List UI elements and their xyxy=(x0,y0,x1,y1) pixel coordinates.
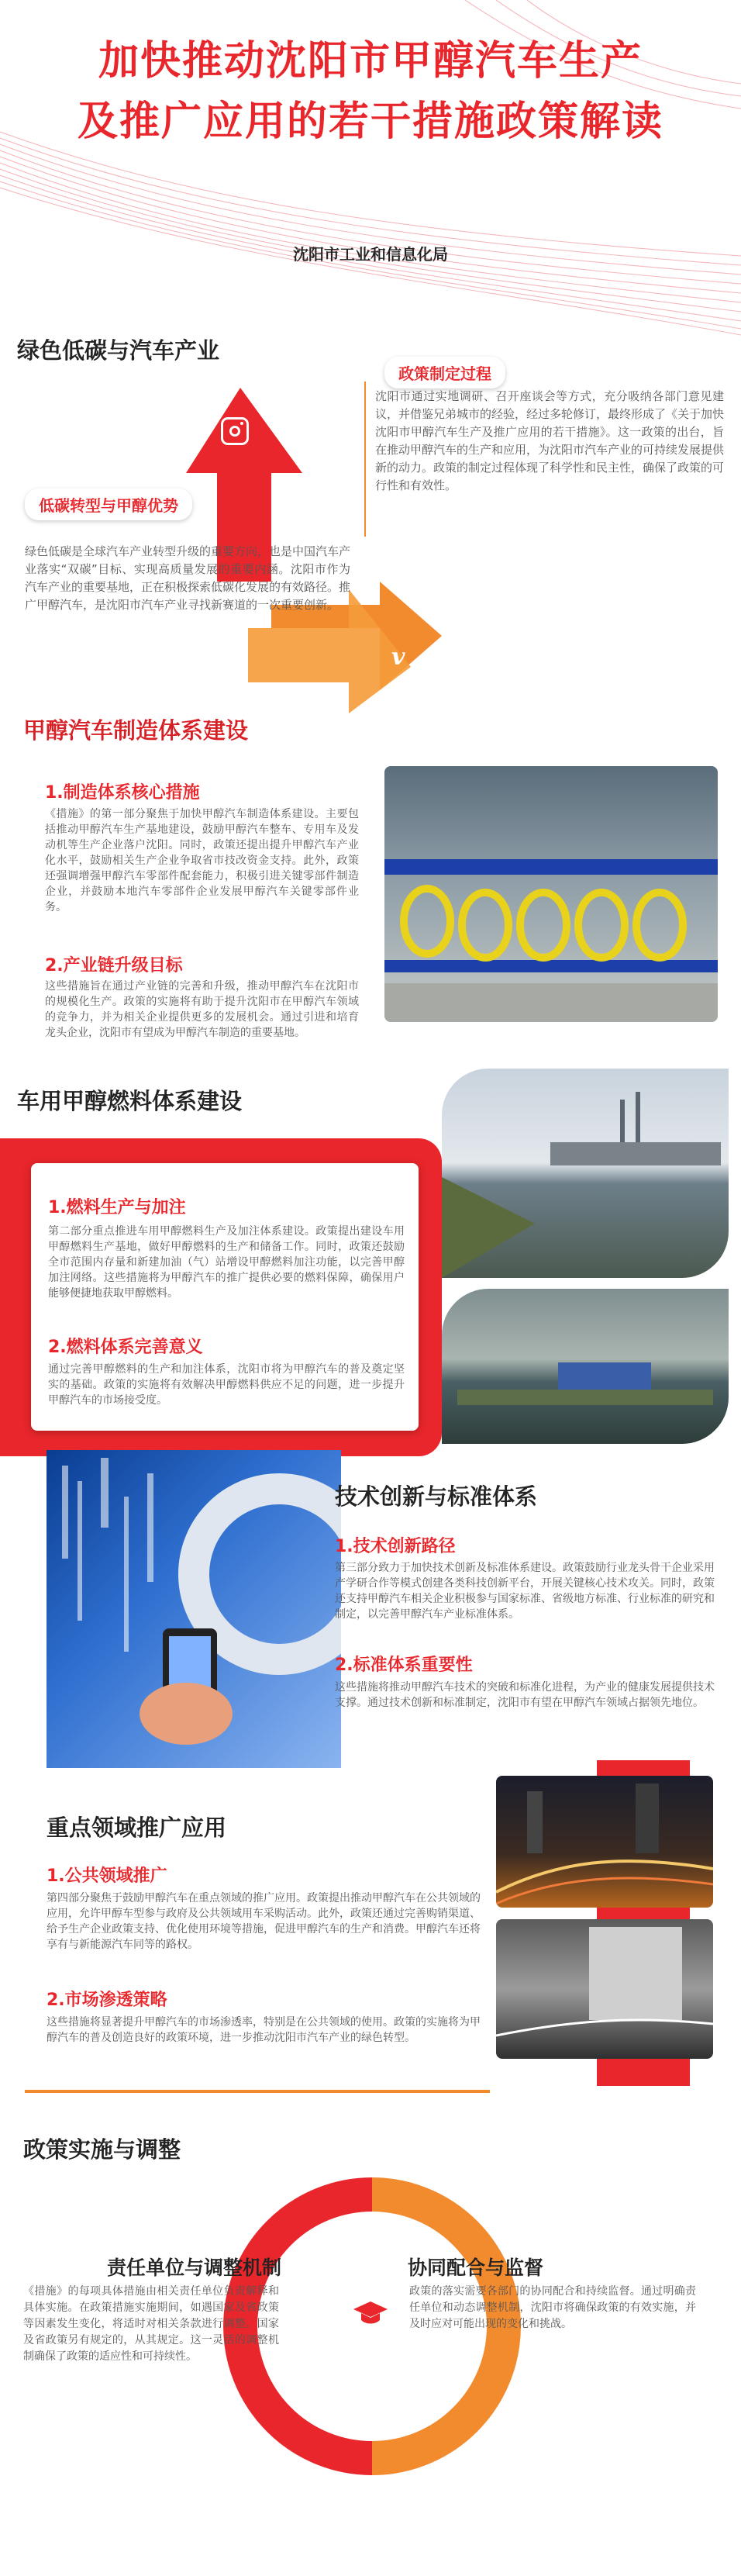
river-plant-photo xyxy=(442,1069,729,1278)
section3-title: 车用甲醇燃料体系建设 xyxy=(17,1088,243,1114)
section5-sub2: 2.市场渗透策略 xyxy=(47,1991,167,2010)
section3-text1: 第二部分重点推进车用甲醇燃料生产及加注体系建设。政策提出建设车用甲醇燃料生产基地，做好甲醇燃料的生产和储备工作。同时，政策还鼓励全市范围内存量和新建加油（气）站增设甲醇燃料加注功能，以完善甲醇加注网络。这些措施将为甲醇汽车的推广提供必要的燃料保障，确保用户能够便捷地获取甲醇燃料。 xyxy=(48,1225,405,1300)
section5-sub1: 1.公共领域推广 xyxy=(47,1866,167,1886)
section2-sub1: 1.制造体系核心措施 xyxy=(45,783,200,803)
policy-process-text: 沈阳市通过实地调研、召开座谈会等方式，充分吸纳各部门意见建议，并借鉴兄弟城市的经验，经过多轮修订，最终形成了《关于加快沈阳市甲醇汽车生产及推广应用的若干措施》。这一政策的出台，旨在推动甲醇汽车的生产和应用，为沈阳市汽车产业的可持续发展提供新的动力。政策的制定过程体现了科学性和民主性，确保了政策的可行性和有效性。 xyxy=(375,389,725,492)
section6-title: 政策实施与调整 xyxy=(23,2136,181,2163)
section5-divider xyxy=(25,2090,490,2093)
section5-title: 重点领域推广应用 xyxy=(47,1815,227,1841)
title-line-1: 加快推动沈阳市甲醇汽车生产 xyxy=(98,38,643,85)
night-traffic-photo xyxy=(496,1776,713,1908)
section2-text2: 这些措施旨在通过产业链的完善和升级，推动甲醇汽车在沈阳市的规模化生产。政策的实施将有助于提升沈阳市在甲醇汽车领域的竞争力，并为相关企业提供更多的发展机会。通过引进和培育龙头企业，沈阳市有望成为甲醇汽车制造的重要基地。 xyxy=(45,980,359,1039)
section4-title: 技术创新与标准体系 xyxy=(335,1483,538,1510)
section5-text1: 第四部分聚焦于鼓励甲醇汽车在重点领域的推广应用。政策提出推动甲醇汽车在公共领域的应用，允许甲醇车型参与政府及公共领域用车采购活动。此外，政策还通过完善购销渠道、给予生产企业政策支持、优化使用环境等措施，促进甲醇汽车的生产和消费。甲醇汽车还将享有与新能源汽车同等的路权。 xyxy=(47,1892,481,1951)
section1-title: 绿色低碳与汽车产业 xyxy=(17,337,220,364)
vimeo-icon: v xyxy=(391,644,405,671)
section4-sub2: 2.标准体系重要性 xyxy=(335,1656,473,1675)
section2-sub2: 2.产业链升级目标 xyxy=(45,956,183,975)
divider-line xyxy=(364,382,366,537)
section3-sub2: 2.燃料体系完善意义 xyxy=(48,1338,203,1357)
author: 沈阳市工业和信息化局 xyxy=(293,245,448,264)
low-carbon-text: 绿色低碳是全球汽车产业转型升级的重要方向，也是中国汽车产业落实“双碳”目标、实现高质量发展的重要内涵。沈阳市作为汽车产业的重要基地，正在积极探索低碳化发展的有效路径。推广甲醇汽车，是沈阳市汽车产业寻找新赛道的一次重要创新。 xyxy=(25,544,351,612)
section6-left-text: 《措施》的每项具体措施由相关责任单位负责解释和具体实施。在政策措施实施期间，如遇国家及省政策等因素发生变化，将适时对相关条款进行调整。国家及省政策另有规定的，从其规定。这一灵活的调整机制确保了政策的适应性和可持续性。 xyxy=(23,2285,279,2363)
lake-photo xyxy=(442,1289,729,1444)
instagram-icon xyxy=(221,417,249,445)
section3-text2: 通过完善甲醇燃料的生产和加注体系，沈阳市将为甲醇汽车的普及奠定坚实的基础。政策的实施将有效解决甲醇燃料供应不足的问题，进一步提升甲醇汽车的市场接受度。 xyxy=(48,1363,405,1407)
section2-title: 甲醇汽车制造体系建设 xyxy=(23,717,249,744)
section4-text2: 这些措施将推动甲醇汽车技术的突破和标准化进程，为产业的健康发展提供技术支撑。通过技术创新和标准制定，沈阳市有望在甲醇汽车领域占据领先地位。 xyxy=(335,1681,715,1709)
section4-text1: 第三部分致力于加快技术创新及标准体系建设。政策鼓励行业龙头骨干企业采用产学研合作等模式创建各类科技创新平台，开展关键核心技术攻关。同时，政策还支持甲醇汽车相关企业积极参与国家标准、省级地方标准、行业标准的研究和制定，以完善甲醇汽车产业标准体系。 xyxy=(335,1562,715,1621)
title-line-2: 及推广应用的若干措施政策解读 xyxy=(77,98,663,145)
section6-left-title: 责任单位与调整机制 xyxy=(107,2257,282,2279)
section6-right-title: 协同配合与监督 xyxy=(408,2257,544,2279)
section4-sub1: 1.技术创新路径 xyxy=(335,1537,456,1556)
section3-sub1: 1.燃料生产与加注 xyxy=(48,1198,186,1217)
policy-process-pill: 政策制定过程 xyxy=(384,357,505,388)
graduation-cap-icon xyxy=(352,2300,389,2326)
technology-photo xyxy=(47,1450,341,1768)
section6-right-text: 政策的落实需要各部门的协同配合和持续监督。通过明确责任单位和动态调整机制，沈阳市将确保政策的有效实施，并及时应对可能出现的变化和挑战。 xyxy=(409,2285,696,2330)
factory-photo xyxy=(384,766,718,1022)
section2-text1: 《措施》的第一部分聚焦于加快甲醇汽车制造体系建设。主要包括推动甲醇汽车生产基地建设，鼓励甲醇汽车整车、专用车及发动机等生产企业落户沈阳。同时，政策还提出提升甲醇汽车产业化水平，鼓励相关生产企业争取省市技改资金支持。此外，政策还强调增强甲醇汽车零部件配套能力，积极引进关键零部件制造企业，并鼓励本地汽车零部件企业发展甲醇汽车关键零部件业务。 xyxy=(45,808,359,913)
low-carbon-pill: 低碳转型与甲醇优势 xyxy=(25,489,192,520)
section5-text2: 这些措施将显著提升甲醇汽车的市场渗透率，特别是在公共领域的使用。政策的实施将为甲醇汽车的普及创造良好的政策环境，进一步推动沈阳市汽车产业的绿色转型。 xyxy=(47,2016,481,2044)
street-photo xyxy=(496,1919,713,2059)
